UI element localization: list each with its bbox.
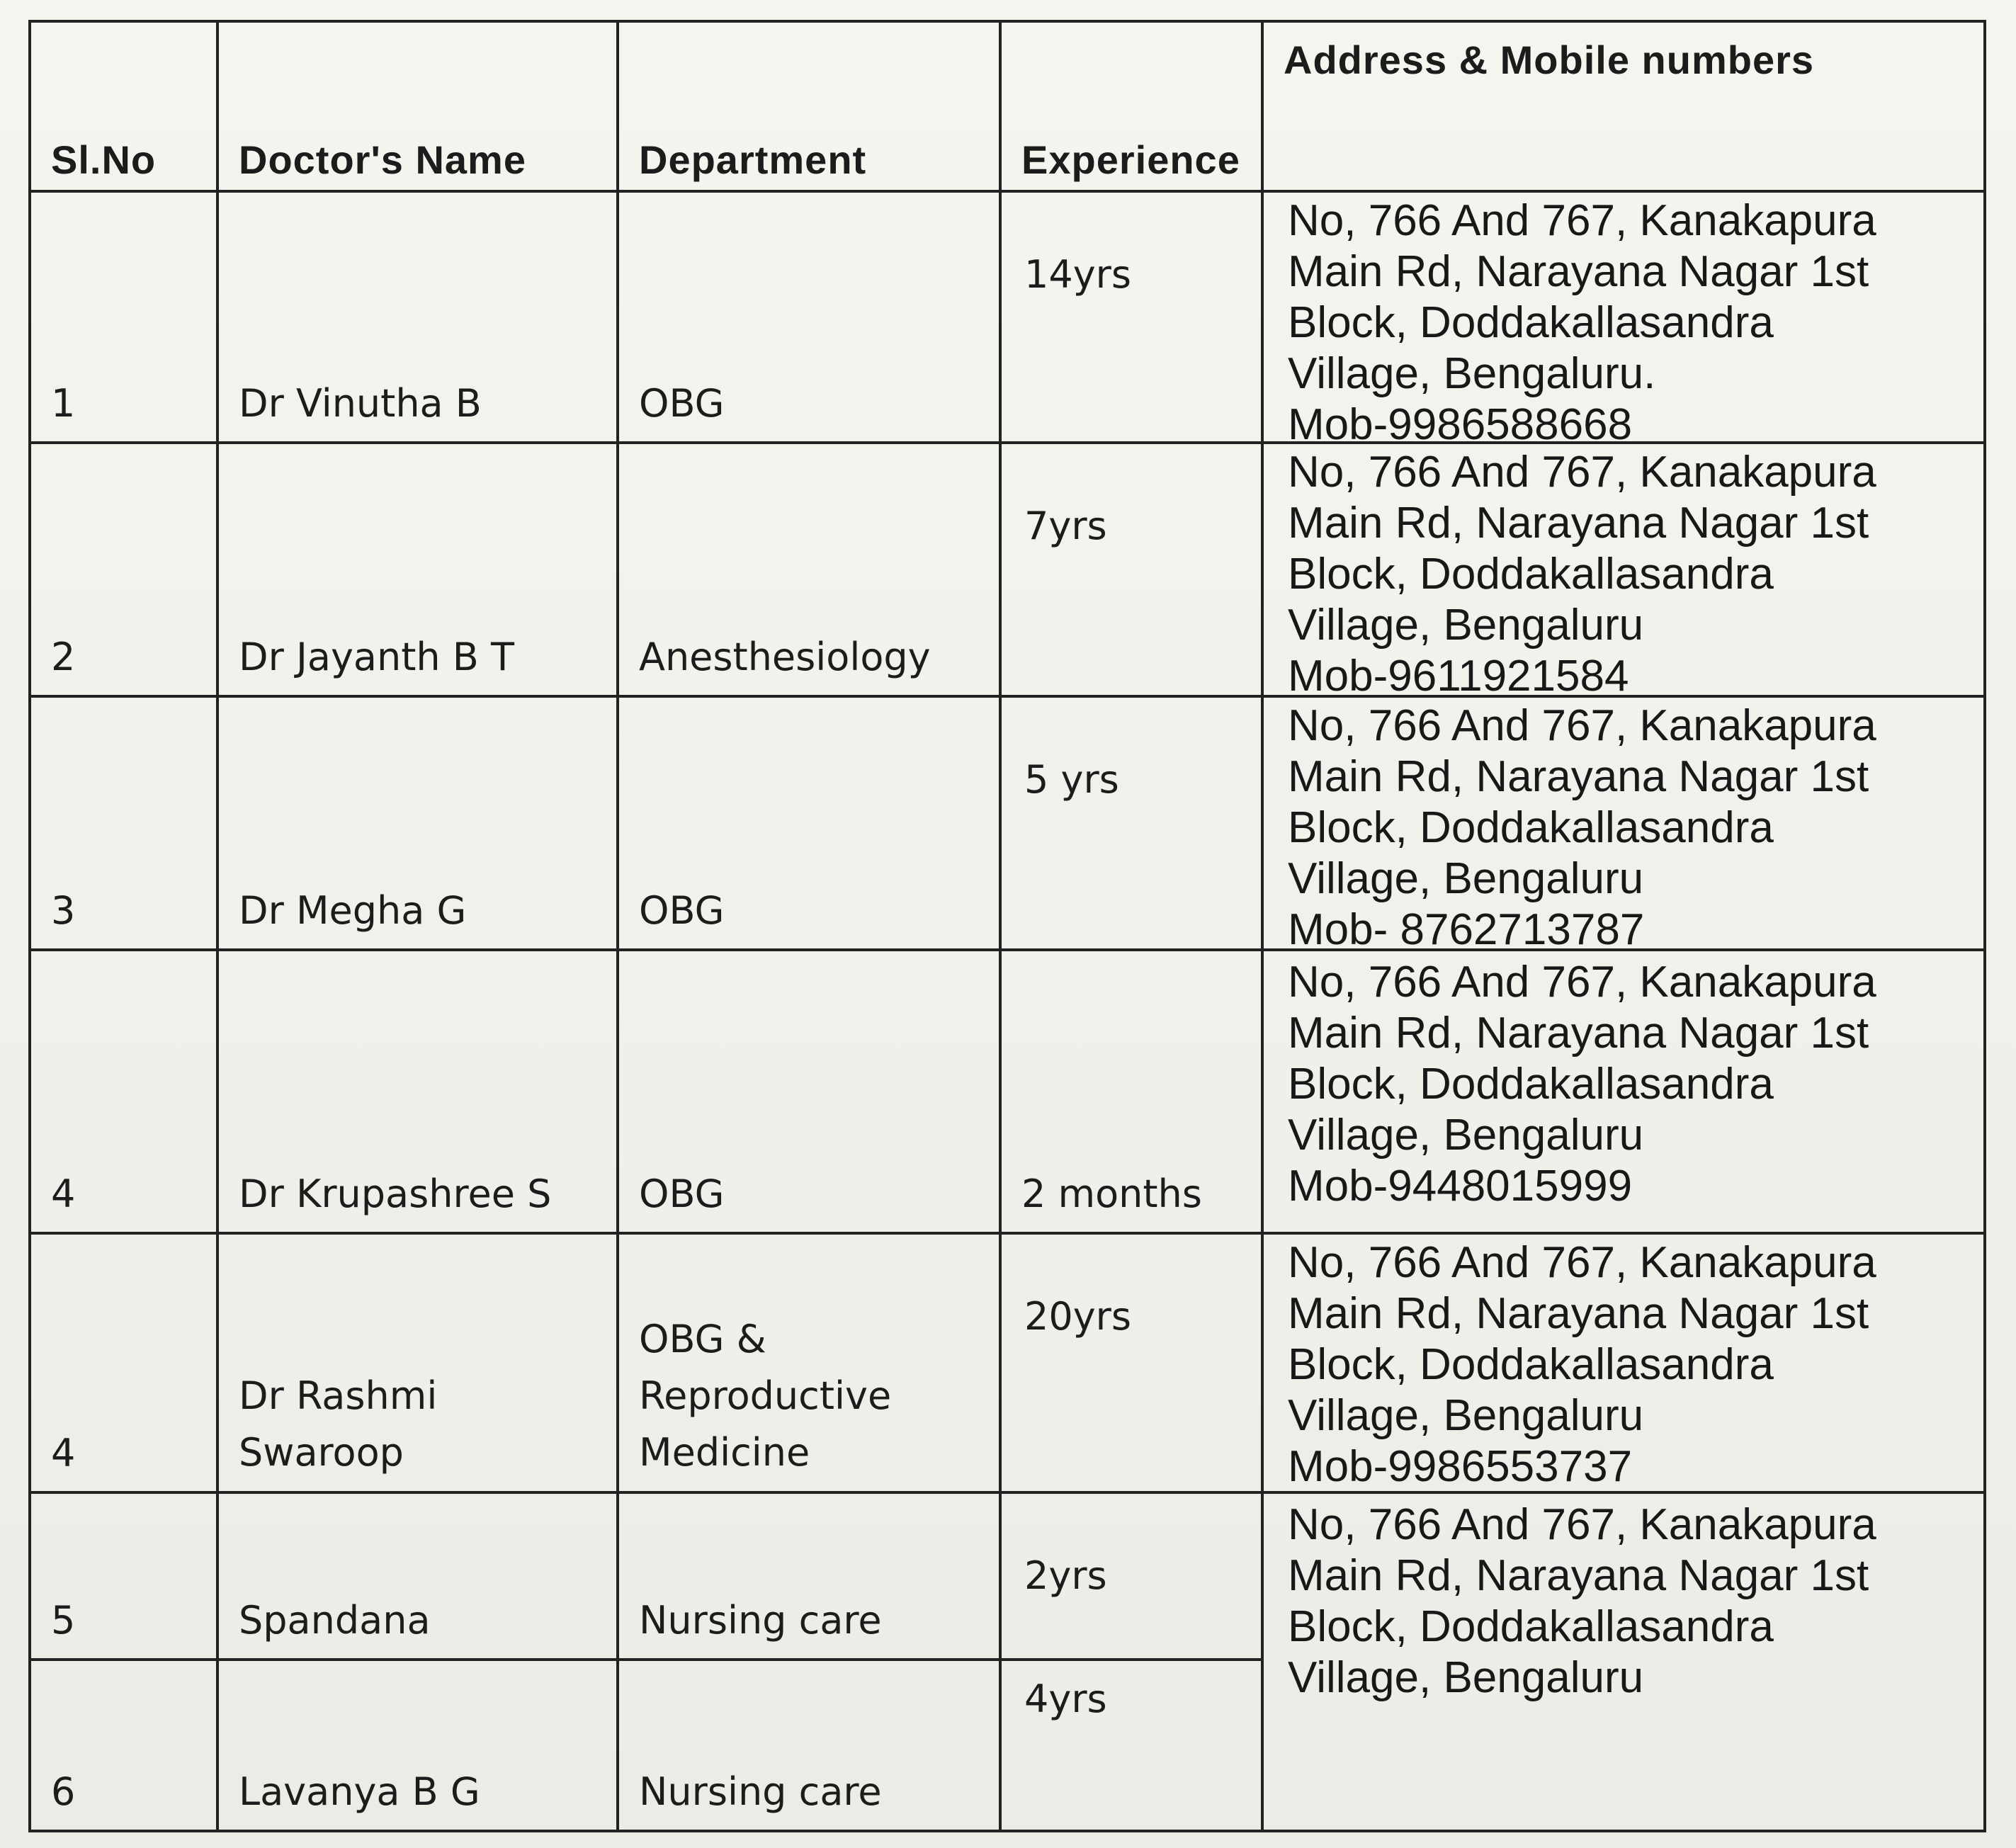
address-line: Village, Bengaluru [1288,601,1644,650]
doctor-name: Dr Krupashree S [239,1172,552,1216]
department-cell [618,443,1000,696]
table-row [30,1492,1985,1660]
header-address: Address & Mobile numbers [1284,38,1815,82]
address-line: Block, Doddakallasandra [1288,803,1774,852]
experience-cell [1000,1233,1262,1492]
address-block [1288,957,1978,1212]
header-experience: Experience [1021,137,1240,182]
experience: 20yrs [1024,1294,1132,1339]
header-cell-sl-no [30,21,217,191]
name-cell [217,1660,618,1831]
doctor-name: Lavanya B G [239,1769,480,1814]
name-cell [217,696,618,950]
experience: 2 months [1021,1172,1202,1216]
department: Nursing care [639,1598,882,1643]
address-line: Block, Doddakallasandra [1288,1340,1774,1389]
name-cell [217,191,618,443]
address-block [1288,447,1978,702]
address-cell [1262,950,1985,1233]
address-line: No, 766 And 767, Kanakapura [1288,958,1876,1007]
department-cell [618,696,1000,950]
department: OBG [639,888,725,933]
department-cell [618,1492,1000,1660]
sl-no-cell [30,191,217,443]
address-line: Village, Bengaluru [1288,1391,1644,1440]
sl-no: 2 [51,635,76,679]
department-line: OBG & [639,1317,766,1361]
header-doctor-name: Doctor's Name [239,137,526,182]
address-line: Block, Doddakallasandra [1288,1060,1774,1109]
address-line: Village, Bengaluru [1288,1653,1644,1702]
sl-no: 1 [51,381,76,426]
mobile-number: Mob-9986553737 [1288,1442,1633,1491]
address-line: Village, Bengaluru [1288,854,1644,903]
sl-no-cell [30,696,217,950]
header-cell-address [1262,21,1985,191]
experience-cell [1000,1660,1262,1831]
department-cell [618,191,1000,443]
shared-address-cell [1262,1492,1985,1831]
experience: 5 yrs [1024,757,1119,802]
table-header-row [30,21,1985,191]
department [639,1311,992,1481]
doctor-name: Spandana [239,1598,431,1643]
header-sl-no: Sl.No [51,137,157,182]
address-cell [1262,696,1985,954]
doctor-name-line: Dr Rashmi [239,1373,438,1418]
department: Nursing care [639,1769,882,1814]
sl-no: 6 [51,1769,76,1814]
address-line: Block, Doddakallasandra [1288,550,1774,599]
header-department: Department [639,137,867,182]
address-line: No, 766 And 767, Kanakapura [1288,1500,1876,1549]
doctor-name: Dr Megha G [239,888,467,933]
table-row [30,191,1985,443]
mobile-number: Mob-9611921584 [1288,652,1629,701]
experience-cell [1000,696,1262,950]
doctor-name [239,1368,609,1481]
address-line: Block, Doddakallasandra [1288,298,1774,347]
address-line: Main Rd, Narayana Nagar 1st [1288,1289,1869,1338]
header-cell-experience [1000,21,1262,191]
sl-no-cell [30,1492,217,1660]
address-line: No, 766 And 767, Kanakapura [1288,701,1876,750]
sl-no-cell [30,950,217,1233]
table-row [30,1233,1985,1492]
experience-cell [1000,1492,1262,1660]
address-line: No, 766 And 767, Kanakapura [1288,1238,1876,1287]
header-cell-name [217,21,618,191]
name-cell [217,1492,618,1660]
department: OBG [639,381,725,426]
experience: 7yrs [1024,504,1107,548]
address-line: No, 766 And 767, Kanakapura [1288,196,1876,245]
experience-cell [1000,950,1262,1233]
address-line: Main Rd, Narayana Nagar 1st [1288,752,1869,801]
name-cell [217,443,618,696]
address-line: Village, Bengaluru [1288,1111,1644,1160]
experience: 4yrs [1024,1677,1107,1721]
address-block [1288,1237,1978,1492]
address-line: Block, Doddakallasandra [1288,1602,1774,1651]
department-cell [618,1233,1000,1492]
sl-no: 5 [51,1598,76,1643]
address-line: Main Rd, Narayana Nagar 1st [1288,1009,1869,1058]
sl-no-cell [30,443,217,696]
address-block [1288,701,1978,956]
address-cell [1262,1233,1985,1492]
sl-no: 4 [51,1172,76,1216]
address-line: Main Rd, Narayana Nagar 1st [1288,499,1869,548]
department-line: Medicine [639,1430,810,1475]
doctor-name-line: Swaroop [239,1430,404,1475]
name-cell [217,1233,618,1492]
sl-no-cell [30,1660,217,1831]
header-cell-department [618,21,1000,191]
table-row [30,696,1985,950]
experience-cell [1000,443,1262,696]
department-line: Reproductive [639,1373,892,1418]
doctors-table [28,20,1986,1832]
address-line: No, 766 And 767, Kanakapura [1288,448,1876,497]
name-cell [217,950,618,1233]
address-line: Main Rd, Narayana Nagar 1st [1288,247,1869,296]
department-cell [618,950,1000,1233]
doctor-name: Dr Jayanth B T [239,635,514,679]
experience: 2yrs [1024,1553,1107,1598]
table-row [30,950,1985,1233]
address-block [1288,1500,1978,1704]
mobile-number: Mob-9448015999 [1288,1162,1633,1211]
sl-no: 4 [51,1431,76,1475]
address-cell [1262,443,1985,701]
sl-no-cell [30,1233,217,1492]
address-cell [1262,191,1985,449]
table-row [30,443,1985,696]
department: Anesthesiology [639,635,931,679]
address-line: Main Rd, Narayana Nagar 1st [1288,1551,1869,1600]
sl-no: 3 [51,888,76,933]
address-block [1288,195,1978,450]
department-cell [618,1660,1000,1831]
address-line: Village, Bengaluru. [1288,349,1656,398]
department: OBG [639,1172,725,1216]
doctor-name: Dr Vinutha B [239,381,482,426]
mobile-number: Mob-9986588668 [1288,400,1633,449]
mobile-number: Mob- 8762713787 [1288,905,1645,954]
experience: 14yrs [1024,252,1132,297]
experience-cell [1000,191,1262,443]
